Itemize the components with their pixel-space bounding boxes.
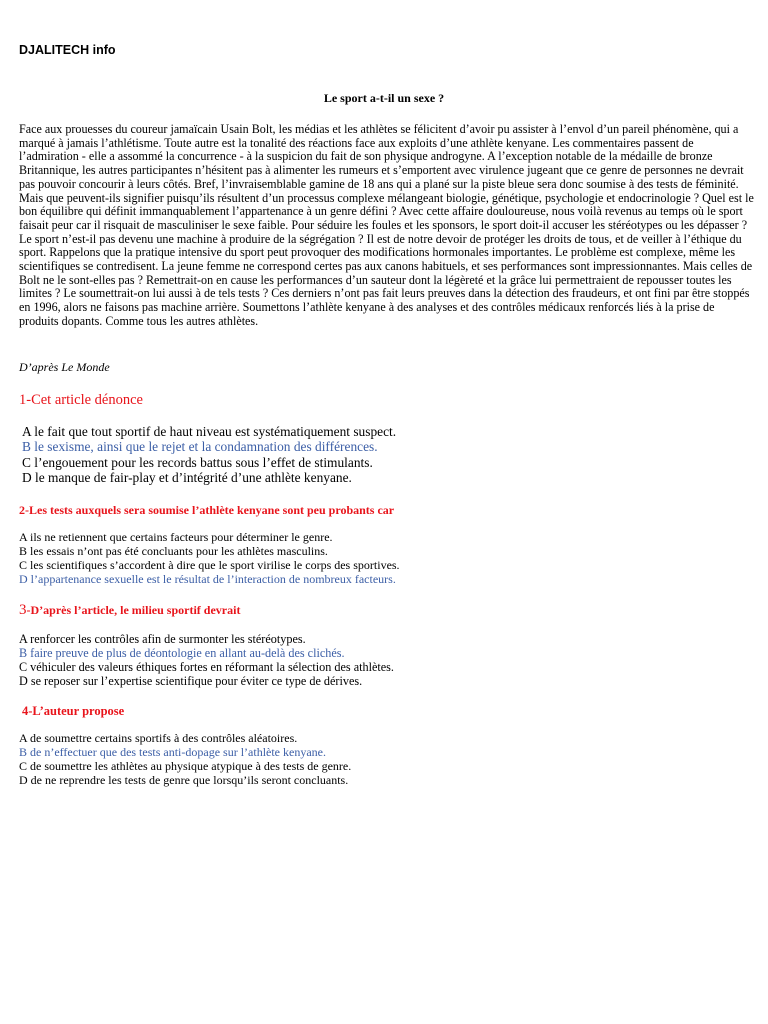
question-1-option-d: D le manque de fair-play et d’intégrité d’une athlète kenyane. bbox=[22, 469, 352, 485]
question-1-title: 1-Cet article dénonce bbox=[19, 392, 143, 408]
question-4-options bbox=[19, 731, 351, 787]
brand-header: DJALITECH info bbox=[19, 43, 116, 57]
question-4-option-b: B de n’effectuer que des tests anti-dopage sur l’athlète kenyane. bbox=[19, 745, 326, 759]
question-3-options bbox=[19, 632, 394, 688]
question-2-option-d: D l’appartenance sexuelle est le résultat de l’interaction de nombreux facteurs. bbox=[19, 572, 396, 586]
question-2-option-a: A ils ne retiennent que certains facteurs pour déterminer le genre. bbox=[19, 530, 333, 544]
question-2-option-b: B les essais n’ont pas été concluants pour les athlètes masculins. bbox=[19, 544, 328, 558]
question-3-number: 3 bbox=[19, 602, 27, 618]
question-3-option-b: B faire preuve de plus de déontologie en allant au-delà des clichés. bbox=[19, 646, 345, 660]
question-1-options bbox=[22, 424, 396, 485]
question-3-title bbox=[19, 602, 240, 619]
question-3-option-a: A renforcer les contrôles afin de surmonter les stéréotypes. bbox=[19, 632, 306, 646]
question-4-option-d: D de ne reprendre les tests de genre que lorsqu’ils seront concluants. bbox=[19, 773, 349, 787]
article-source: D’après Le Monde bbox=[19, 360, 110, 374]
question-2-option-c: C les scientifiques s’accordent à dire que le sport virilise le corps des sportives. bbox=[19, 558, 400, 572]
question-4-option-c: C de soumettre les athlètes au physique atypique à des tests de genre. bbox=[19, 759, 352, 773]
question-3-option-c: C véhiculer des valeurs éthiques fortes en réformant la sélection des athlètes. bbox=[19, 660, 394, 674]
question-4-option-a: A de soumettre certains sportifs à des contrôles aléatoires. bbox=[19, 731, 298, 745]
article-body: Face aux prouesses du coureur jamaïcain Usain Bolt, les médias et les athlètes se félicitent d’avoir pu assister à l’envol d’un pareil phénomène, qui a marqué à jamais l’athlétisme. Toute autre est la tonalité des réactions face aux exploits d’une athlète kenyane. Les commentaires passent de l’admiration - elle a assommé la concurrence - à la suspicion du fait de son physique androgyne. A l’exception notable de la médaille de bronze Britannique, les autres participantes n’hésitent pas à alimenter les rumeurs et s’emportent avec virulence jugeant que ce genre de personnes ne devrait pas pouvoir concourir à leurs côtés. Bref, l’invraisemblable gamine de 18 ans qui a plané sur la piste bleue sera donc soumise à des tests de féminité. Mais que peuvent-ils signifier puisqu’ils résultent d’un processus complexe mélangeant biologie, génétique, psychologie et endocrinologie ? Quel est le bon équilibre qui définit immanquablement l’appartenance à un genre défini ? Avec cette affaire douloureuse, nous voilà revenus au temps où le sport faisait peur car il risquait de masculiniser le sexe faible. Pour séduire les foules et les sponsors, le sport doit-il accuser les stéréotypes ou les dépasser ? Le sport n’est-il pas devenu une machine à produire de la ségrégation ? Il est de notre devoir de protéger les droits de tous, et de veiller à l’éthique du sport. Rappelons que la pratique intensive du sport peut provoquer des modifications hormonales importantes. Le problème est complexe, même les scientifiques se contredisent. La jeune femme ne correspond certes pas aux canons habituels, et ses performances sont impressionnantes. Mais celles de Bolt ne le sont-elles pas ? Remettrait-on en cause les performances d’un sauteur dont la légèreté et la grâce lui permettraient de repousser toutes les limites ? Le soumettrait-on lui aussi à de tels tests ? Ces derniers n’ont pas fait leurs preuves dans la détection des fraudeurs, et ont fini par être stoppés en 1996, alors ne faisons pas machine arrière. Soumettons l’athlète kenyane à des analyses et des contrôles médicaux renforcés liés à la prise de produits dopants. Comme tous les autres athlètes. bbox=[19, 122, 754, 328]
question-1-option-c: C l’engouement pour les records battus sous l’effet de stimulants. bbox=[22, 454, 373, 470]
article-title: Le sport a-t-il un sexe ? bbox=[323, 91, 445, 105]
question-3-option-d: D se reposer sur l’expertise scientifique pour éviter ce type de dérives. bbox=[19, 674, 363, 688]
question-4-title: 4-L’auteur propose bbox=[22, 704, 125, 718]
question-2-title: 2-Les tests auxquels sera soumise l’athlète kenyane sont peu probants car bbox=[19, 503, 395, 517]
question-2-options bbox=[19, 530, 400, 586]
question-1-option-a: A le fait que tout sportif de haut niveau est systématiquement suspect. bbox=[22, 424, 397, 439]
question-1-option-b: B le sexisme, ainsi que le rejet et la condamnation des différences. bbox=[22, 439, 378, 455]
question-3-title-text: -D’après l’article, le milieu sportif devrait bbox=[26, 603, 241, 617]
